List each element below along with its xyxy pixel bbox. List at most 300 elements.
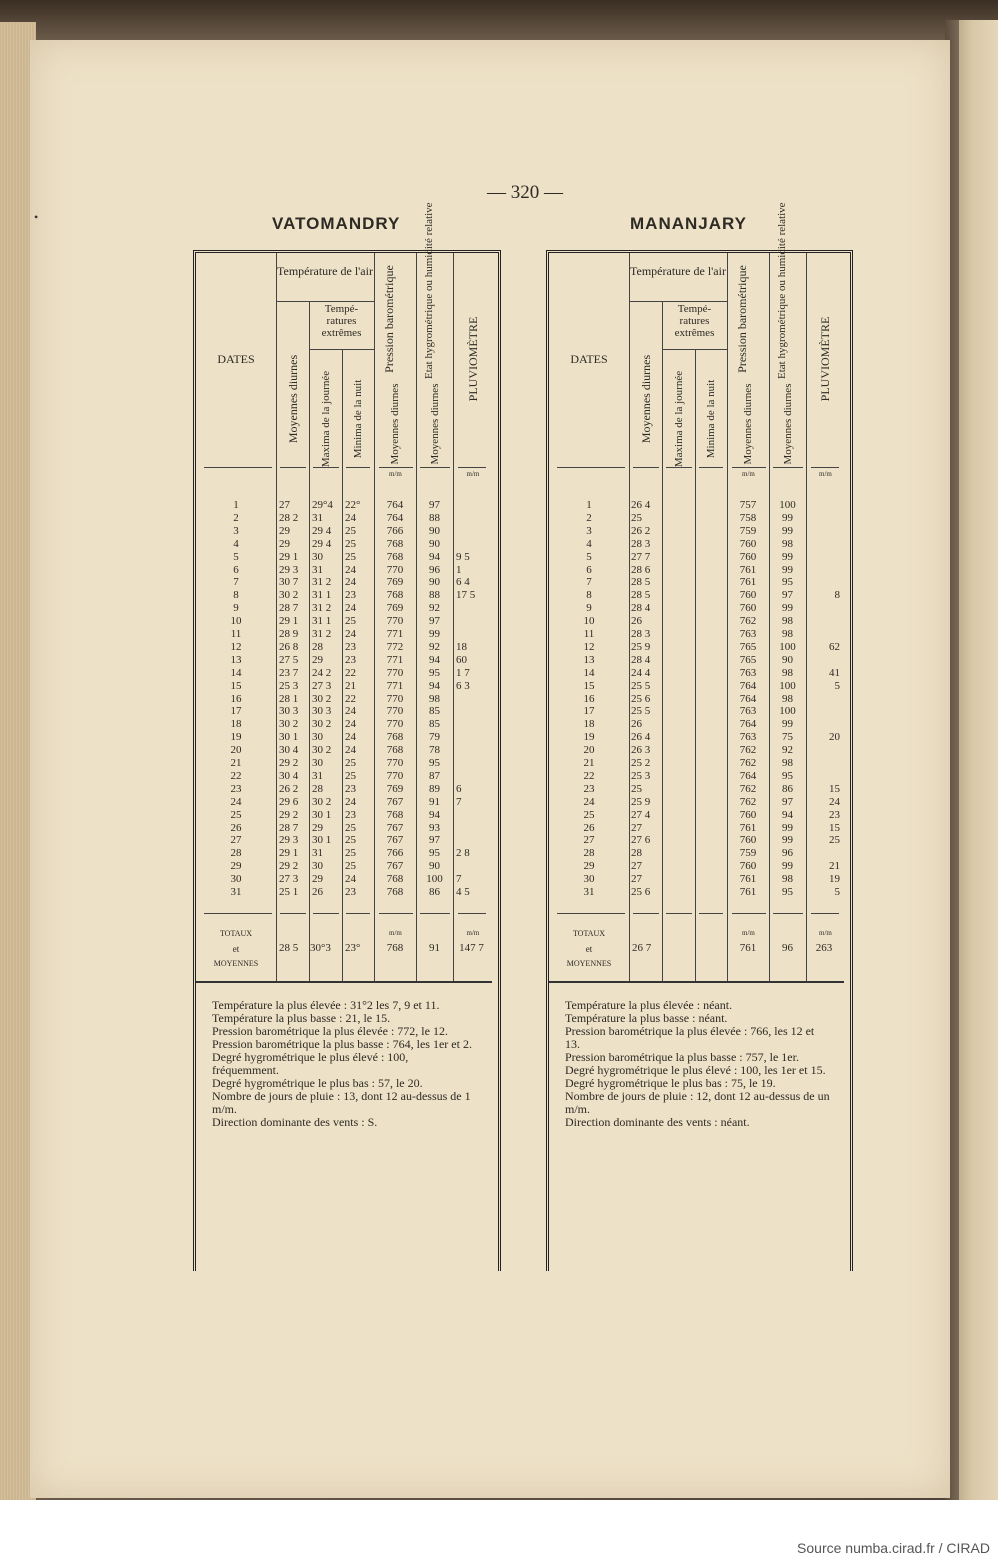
table-cell: 9 5 [456,550,470,563]
table-cell: 6 3 [456,679,470,692]
table-cell: 25 [345,834,356,847]
table-cell: 31 1 [312,615,332,628]
table-cell: 5 [586,550,592,563]
minima-header: Minima de la nuit [705,379,717,459]
table-cell: 29 [312,653,323,666]
table-cell: 770 [386,563,404,576]
table-cell: 21 [345,679,356,692]
table-cell: 770 [386,757,404,769]
table-cell: 28 4 [631,653,651,666]
notes-block [565,999,830,1129]
table-cell: 25 [345,524,356,537]
table-cell: 92 [429,602,440,615]
table-cell: 29 3 [279,834,299,847]
table-cell: 24 [230,795,242,808]
table-cell: 23 [345,653,356,666]
table-cell: 85 [429,718,440,731]
table-cell: 766 [386,847,404,860]
maxima-header: Maxima de la journée [672,370,685,468]
table-cell: 11 [583,628,595,640]
table-cell: 27 [230,834,242,847]
table-cell: 94 [429,679,440,692]
table-cell: 768 [386,731,404,744]
table-cell: 88 [429,589,440,602]
table-cell: 28 [312,640,323,653]
table-cell: 27 3 [312,679,332,692]
table-cell: 13 [583,653,595,666]
table-cell: 29°4 [312,499,333,511]
table-cell: 1 [456,563,462,576]
table-cell: 24 [345,718,356,731]
table-cell: 5 [834,886,840,898]
table-cell: 27 3 [279,873,299,886]
table-cell: 764 [386,499,404,511]
table-cell: 28 1 [279,692,299,705]
table-cell: 762 [739,782,757,795]
table-cell: 94 [429,808,440,821]
table-cell: 29 2 [279,757,299,769]
header-divider [276,301,374,302]
table-cell: 100 [779,679,796,692]
column-divider [629,253,630,981]
table-cell: 29 1 [279,550,299,563]
totals-rule [633,913,659,914]
note-line: Pression barométrique la plus basse : 757, le 1er. [565,1050,799,1064]
table-cell: 25 [631,782,642,795]
table-cell: 95 [782,886,793,898]
unit-pression: m/m [742,470,755,478]
pression-moyennes-header: Moyennes diurnes [742,383,754,465]
footer-bar [0,1500,998,1566]
table-cell: 26 2 [631,524,651,537]
header-rule [557,467,625,468]
table-cell: 760 [739,834,757,847]
table-cell: 24 [345,628,356,640]
table-cell: 16 [583,692,595,705]
table-cell: 9 [586,602,592,615]
table-cell: 7 [586,576,592,589]
table-cell: 18 [456,640,467,653]
table-cell: 41 [829,666,840,679]
totals-rule [204,913,272,914]
table-cell: 97 [782,795,793,808]
table-cell: 767 [386,834,404,847]
table-cell: 27 6 [631,834,651,847]
table-cell: 27 [631,873,642,886]
table-cell: 88 [429,511,440,524]
table-cell: 99 [782,718,793,731]
header-rule [811,467,839,468]
table-cell: 87 [429,769,440,782]
page-number: — 320 — [487,182,563,203]
table-cell: 94 [429,550,440,563]
table-cell: 15 [829,821,840,834]
dates-header: DATES [570,352,608,366]
table-cell: 18 [230,718,242,731]
table-cell: 30 2 [312,744,332,757]
table-cell: 23 [829,808,840,821]
table-cell: 8 [834,589,840,602]
table-cell: 26 [631,718,642,731]
table-cell: 768 [386,808,404,821]
table-cell: 25 5 [631,705,651,718]
table-cell: 771 [386,679,404,692]
moyennes-label: MOYENNES [213,959,259,968]
table-cell: 24 [345,795,356,808]
totals-cell: 23° [345,942,361,954]
table-cell: 25 1 [279,886,299,898]
column-divider [342,349,343,981]
table-cell: 99 [429,628,440,640]
totals-cell: 263 [815,942,833,954]
table-cell: 27 [631,821,642,834]
table-cell: 14 [230,666,242,679]
table-cell: 97 [782,589,793,602]
table-cell: 29 2 [279,808,299,821]
header-divider [629,301,727,302]
table-cell: 29 [312,821,323,834]
table-cell: 23 [230,782,242,795]
table-cell: 97 [429,615,440,628]
table-cell: 26 [230,821,242,834]
table-cell: 98 [782,537,793,550]
unit-pression-totals: m/m [389,929,402,937]
table-cell: 90 [429,860,440,873]
table-cell: 764 [739,692,757,705]
dates-header: DATES [217,352,255,366]
totals-cell: 761 [739,942,757,954]
table-cell: 6 4 [456,576,470,589]
moyennes-label: MOYENNES [566,959,612,968]
table-cell: 6 [586,563,592,576]
table-cell: 770 [386,615,404,628]
table-cell: 95 [782,576,793,589]
table-cell: 758 [739,511,757,524]
table-cell: 22 [345,692,356,705]
table-cell: 763 [739,666,757,679]
table-cell: 25 [345,537,356,550]
table-cell: 99 [782,821,793,834]
totals-cell: 30°3 [310,942,331,954]
margin-dot: • [34,210,39,224]
table-cell: 90 [429,537,440,550]
table-cell: 15 [230,679,242,692]
table-cell: 10 [230,615,242,628]
table-cell: 25 2 [631,757,651,769]
table-cell: 760 [739,589,757,602]
unit-pluvio-totals: m/m [466,929,480,937]
table-cell: 30 2 [279,718,299,731]
table-cell: 19 [230,731,242,744]
table-cell: 8 [233,589,239,602]
table-cell: 97 [429,834,440,847]
table-cell: 99 [782,602,793,615]
table-cell: 25 [345,847,356,860]
temp-extremes-header: Tempé- ratures extrêmes [674,303,715,339]
table-cell: 30 2 [312,795,332,808]
table-cell: 24 [345,511,356,524]
table-cell: 99 [782,563,793,576]
pression-header: Pression barométrique [382,265,396,373]
table-cell: 95 [429,847,440,860]
table-cell: 98 [782,615,793,628]
table-cell: 27 5 [279,653,299,666]
table-cell: 769 [386,782,404,795]
table-cell: 24 [345,873,356,886]
table-cell: 96 [782,847,793,860]
table-cell: 31 [312,847,323,860]
table-cell: 79 [429,731,440,744]
table-cell: 75 [782,731,793,744]
table-cell: 31 2 [312,602,332,615]
table-cell: 766 [386,524,404,537]
table-cell: 25 9 [631,640,651,653]
table-cell: 759 [739,524,757,537]
table-cell: 771 [386,653,404,666]
table-cell: 26 4 [631,499,651,511]
table-cell: 759 [739,847,757,860]
table-cell: 25 5 [631,679,651,692]
totals-rule [773,913,803,914]
table-cell: 30 1 [312,808,332,821]
table-cell: 30 2 [312,718,332,731]
table-cell: 771 [386,628,404,640]
table-cell: 30 [312,757,323,769]
table-cell: 29 4 [312,537,332,550]
table-cell: 86 [782,782,793,795]
totals-cell: 147 7 [459,942,484,954]
table-cell: 26 4 [631,731,651,744]
totals-rule [420,913,450,914]
table-cell: 28 6 [631,563,651,576]
note-line: Nombre de jours de pluie : 12, dont 12 au-dessus de un m/m. [565,1089,830,1116]
table-cell: 27 [631,860,642,873]
unit-pression-totals: m/m [742,929,755,937]
top-shadow [0,0,998,40]
table-cell: 768 [386,886,404,898]
header-divider [662,349,727,350]
temp-extremes-header: Tempé- ratures extrêmes [321,303,362,339]
table-cell: 764 [739,679,757,692]
hygro-moyennes-header: Moyennes diurnes [428,383,441,465]
table-cell: 28 5 [631,589,651,602]
table-cell: 770 [386,692,404,705]
table-cell: 16 [230,692,242,705]
table-cell: 31 [312,769,323,782]
temp-air-header: Température de l'air [277,264,373,278]
note-line: Degré hygrométrique le plus élevé : 100, fréquemment. [212,1050,409,1077]
table-cell: 4 [233,537,239,550]
table-cell: 760 [739,537,757,550]
table-cell: 28 2 [279,511,299,524]
table-cell: 30 1 [279,731,299,744]
table-cell: 761 [739,821,757,834]
hygro-moyennes-header: Moyennes diurnes [781,383,794,465]
table-cell: 8 [586,589,592,602]
table-cell: 99 [782,511,793,524]
table-cell: 29 6 [279,795,299,808]
table-cell: 99 [782,550,793,563]
table-cell: 770 [386,666,404,679]
totals-cell: 768 [386,942,404,954]
table-cell: 30 3 [279,705,299,718]
table-cell: 17 5 [456,589,476,602]
note-line: Degré hygrométrique le plus bas : 57, le 20. [212,1076,423,1090]
table-cell: 764 [386,511,404,524]
table-cell: 100 [426,873,443,886]
table-cell: 26 8 [279,640,299,653]
table-cell: 23 [345,808,356,821]
note-line: Direction dominante des vents : S. [212,1115,378,1129]
table-cell: 28 [230,847,242,860]
table-cell: 764 [739,718,757,731]
pression-moyennes-header: Moyennes diurnes [389,383,401,465]
right-page-edge [955,20,998,1510]
table-cell: 31 [312,563,323,576]
table-cell: 25 [631,511,642,524]
moyennes-diurnes-header: Moyennes diurnes [638,354,653,444]
table-cell: 28 7 [279,602,299,615]
table-cell: 29 [583,860,595,873]
table-cell: 765 [739,653,757,666]
table-cell: 25 [583,808,595,821]
table-cell: 10 [583,615,595,628]
table-cell: 92 [429,640,440,653]
et-label: et [232,944,240,954]
table-cell: 30 7 [279,576,299,589]
note-line: Température la plus basse : 21, le 15. [212,1011,391,1025]
table-cell: 767 [386,821,404,834]
totals-rule [699,913,723,914]
note-line: Température la plus basse : néant. [565,1011,728,1025]
table-cell: 27 7 [631,550,651,563]
table-bottom-rule [196,981,492,983]
table-cell: 29 2 [279,860,299,873]
table-cell: 26 3 [631,744,651,757]
table-cell: 90 [782,653,793,666]
table-cell: 30 2 [279,589,299,602]
table-cell: 28 7 [279,821,299,834]
table-cell: 30 [312,860,323,873]
table-cell: 29 3 [279,563,299,576]
table-cell: 78 [429,744,440,757]
note-line: Température la plus élevée : néant. [565,998,733,1012]
table-cell: 30 [583,873,595,886]
note-line: Degré hygrométrique le plus élevé : 100, les 1er et 15. [565,1063,826,1077]
totals-rule [666,913,692,914]
table-cell: 94 [782,808,793,821]
table-cell: 28 5 [631,576,651,589]
pression-header: Pression barométrique [735,265,749,373]
table-cell: 2 8 [456,847,470,860]
note-line: Pression barométrique la plus élevée : 772, le 12. [212,1024,448,1038]
table-cell: 3 [586,524,592,537]
table-cell: 24 [345,602,356,615]
table-cell: 24 [829,795,840,808]
table-cell: 96 [429,563,440,576]
table-cell: 29 [279,524,290,537]
table-cell: 24 [345,563,356,576]
notes-block [212,999,478,1129]
hygro-header: Etat hygrométrique ou humidité relative [422,202,435,379]
table-cell: 6 [456,782,462,795]
column-divider [309,301,310,981]
note-line: Pression barométrique la plus élevée : 766, les 12 et 13. [565,1024,815,1051]
table-cell: 25 [345,550,356,563]
table-cell: 31 1 [312,589,332,602]
table-cell: 1 [586,499,592,511]
table-cell: 98 [782,628,793,640]
table-cell: 14 [583,666,595,679]
table-cell: 761 [739,563,757,576]
totals-rule [313,913,339,914]
table-cell: 98 [782,873,793,886]
table-cell: 15 [583,679,595,692]
unit-pluvio: m/m [819,470,832,478]
table-cell: 28 4 [631,602,651,615]
table-cell: 23 [583,782,595,795]
table-cell: 772 [386,640,404,653]
table-cell: 9 [233,602,239,615]
table-cell: 28 [631,847,642,860]
unit-pluvio: m/m [466,470,480,478]
table-cell: 98 [429,692,440,705]
header-divider [309,349,374,350]
table-cell: 761 [739,886,757,898]
table-cell: 28 3 [631,537,651,550]
table-cell: 28 3 [631,628,651,640]
table-cell: 26 [583,821,595,834]
totals-rule [732,913,766,914]
table-cell: 24 [345,576,356,589]
station-title-left: VATOMANDRY [272,214,401,233]
table-cell: 20 [230,744,242,757]
table-cell: 7 [233,576,239,589]
table-cell: 762 [739,757,757,769]
table-cell: 92 [782,744,793,757]
table-cell: 25 [345,821,356,834]
table-cell: 761 [739,873,757,886]
table-cell: 7 [456,795,462,808]
note-line: Degré hygrométrique le plus bas : 75, le 19. [565,1076,776,1090]
table-cell: 98 [782,757,793,769]
table-cell: 26 [312,886,323,898]
table-cell: 29 [312,873,323,886]
table-cell: 99 [782,524,793,537]
table-cell: 23 [345,782,356,795]
table-cell: 25 [345,769,356,782]
table-cell: 23 [345,589,356,602]
table-cell: 31 2 [312,576,332,589]
table-cell: 6 [233,563,239,576]
table-cell: 770 [386,718,404,731]
table-cell: 25 6 [631,886,651,898]
table-cell: 20 [583,744,595,757]
table-cell: 757 [739,499,757,511]
table-cell: 2 [586,511,592,524]
table-cell: 5 [233,550,239,563]
table-cell: 28 9 [279,628,299,640]
table-cell: 22 [345,666,356,679]
table-cell: 90 [429,576,440,589]
table-cell: 85 [429,705,440,718]
table-cell: 7 [456,873,462,886]
header-rule [458,467,486,468]
table-cell: 763 [739,731,757,744]
table-cell: 26 [631,615,642,628]
table-cell: 89 [429,782,440,795]
table-cell: 95 [429,666,440,679]
